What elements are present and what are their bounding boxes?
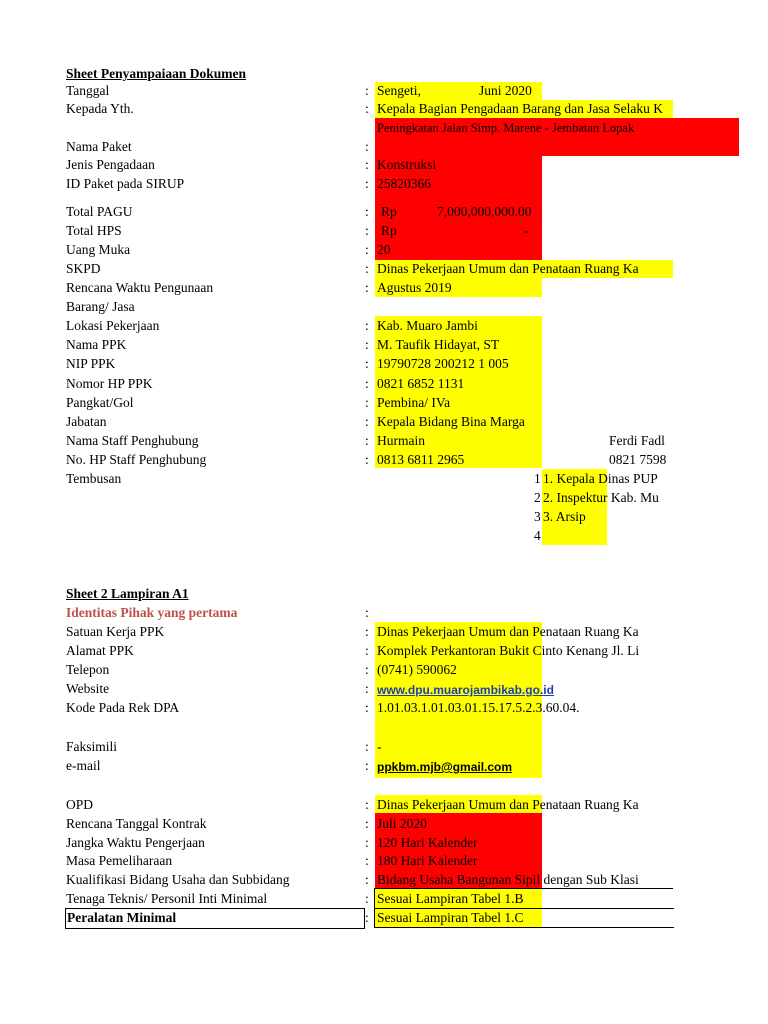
tembusan-number: 4 (534, 528, 541, 543)
value-kode-rek[interactable]: 1.01.03.1.01.03.01.15.17.5.2.3.60.04. (377, 700, 580, 715)
colon: : (365, 872, 369, 887)
colon: : (365, 223, 369, 238)
label-hp-staff: No. HP Staff Penghubung (66, 452, 207, 467)
tembusan-item[interactable]: 2. Inspektur Kab. Mu (543, 490, 659, 505)
label-uang-muka: Uang Muka (66, 242, 131, 257)
label-lokasi: Lokasi Pekerjaan (66, 318, 160, 333)
sheet1-heading: Sheet Penyampaiaan Dokumen (66, 66, 247, 81)
colon: : (365, 681, 369, 696)
label-tanggal: Tanggal (66, 83, 110, 98)
value-total-pagu-currency[interactable]: Rp (381, 204, 397, 219)
website-link[interactable]: www.dpu.muarojambikab.go.id (377, 683, 554, 697)
tembusan-number: 2 (534, 490, 541, 505)
label-nama-ppk: Nama PPK (66, 337, 127, 352)
value-faksimili[interactable]: - (377, 739, 382, 754)
colon: : (365, 101, 369, 116)
label-masa-pemeliharaan: Masa Pemeliharaan (66, 853, 173, 868)
colon: : (365, 853, 369, 868)
value-hp-staff[interactable]: 0813 6811 2965 (377, 452, 465, 467)
colon: : (365, 83, 369, 98)
label-alamat-ppk: Alamat PPK (66, 643, 134, 658)
colon: : (365, 356, 369, 371)
colon: : (365, 910, 369, 925)
value-kualifikasi[interactable]: Bidang Usaha Bangunan Sipil dengan Sub Klasi (377, 872, 639, 887)
colon: : (365, 414, 369, 429)
tembusan-number: 1 (534, 471, 541, 486)
value-tanggal-place[interactable]: Sengeti, (377, 83, 421, 98)
label-opd: OPD (66, 797, 94, 812)
value-telepon[interactable]: (0741) 590062 (377, 662, 457, 677)
label-barang-jasa: Barang/ Jasa (66, 299, 135, 314)
colon: : (365, 662, 369, 677)
label-jabatan: Jabatan (66, 414, 107, 429)
value-hp-staff-2[interactable]: 0821 7598 (609, 452, 667, 467)
value-hp-ppk[interactable]: 0821 6852 1131 (377, 376, 465, 391)
value-opd[interactable]: Dinas Pekerjaan Umum dan Penataan Ruang Ka (377, 797, 639, 812)
label-pangkat: Pangkat/Gol (66, 395, 134, 410)
colon: : (365, 605, 369, 620)
value-satuan-kerja[interactable]: Dinas Pekerjaan Umum dan Penataan Ruang Ka (377, 624, 639, 639)
value-tanggal-date[interactable]: Juni 2020 (479, 83, 532, 98)
colon: : (365, 261, 369, 276)
value-tenaga-teknis[interactable]: Sesuai Lampiran Tabel 1.B (377, 891, 524, 906)
colon: : (365, 816, 369, 831)
colon: : (365, 433, 369, 448)
label-staff-penghubung: Nama Staff Penghubung (66, 433, 199, 448)
colon: : (365, 176, 369, 191)
colon: : (365, 739, 369, 754)
label-rencana-waktu: Rencana Waktu Pengunaan (66, 280, 214, 295)
tembusan-item[interactable]: 1. Kepala Dinas PUP (543, 471, 658, 486)
value-total-hps-currency[interactable]: Rp (381, 223, 397, 238)
value-kepada[interactable]: Kepala Bagian Pengadaan Barang dan Jasa Selaku K (377, 101, 664, 116)
colon: : (365, 280, 369, 295)
label-jangka-waktu: Jangka Waktu Pengerjaan (66, 835, 205, 850)
label-kepada: Kepada Yth. (66, 101, 134, 116)
label-total-pagu: Total PAGU (66, 204, 133, 219)
label-nama-paket: Nama Paket (66, 139, 132, 154)
colon: : (365, 204, 369, 219)
value-id-paket[interactable]: 25820366 (377, 176, 431, 191)
label-tenaga-teknis: Tenaga Teknis/ Personil Inti Minimal (66, 891, 268, 906)
value-rencana-kontrak[interactable]: Juli 2020 (377, 816, 427, 831)
colon: : (365, 242, 369, 257)
label-tembusan: Tembusan (66, 471, 122, 486)
tembusan-item[interactable]: 3. Arsip (543, 509, 586, 524)
label-total-hps: Total HPS (66, 223, 122, 238)
value-masa-pemeliharaan[interactable]: 180 Hari Kalender (377, 853, 478, 868)
value-paket-name[interactable]: Peningkatan Jalan Simp. Marene - Jembatan Lopak (377, 121, 635, 135)
colon: : (365, 758, 369, 773)
value-skpd[interactable]: Dinas Pekerjaan Umum dan Penataan Ruang Ka (377, 261, 639, 276)
value-total-pagu-amount[interactable]: 7,000,000,000.00 (437, 204, 532, 219)
colon: : (365, 139, 369, 154)
value-peralatan[interactable]: Sesuai Lampiran Tabel 1.C (377, 910, 524, 925)
colon: : (365, 835, 369, 850)
value-jabatan[interactable]: Kepala Bidang Bina Marga (377, 414, 525, 429)
sheet2-heading: Sheet 2 Lampiran A1 (66, 586, 189, 601)
label-faksimili: Faksimili (66, 739, 118, 754)
colon: : (365, 157, 369, 172)
label-hp-ppk: Nomor HP PPK (66, 376, 153, 391)
label-nip-ppk: NIP PPK (66, 356, 116, 371)
label-website: Website (66, 681, 110, 696)
colon: : (365, 891, 369, 906)
colon: : (365, 337, 369, 352)
value-rencana-waktu[interactable]: Agustus 2019 (377, 280, 452, 295)
label-satuan-kerja: Satuan Kerja PPK (66, 624, 165, 639)
value-nip-ppk[interactable]: 19790728 200212 1 005 (377, 356, 509, 371)
label-kualifikasi: Kualifikasi Bidang Usaha dan Subbidang (66, 872, 290, 887)
colon: : (365, 395, 369, 410)
email-link[interactable]: ppkbm.mjb@gmail.com (377, 760, 513, 774)
value-staff-penghubung-2[interactable]: Ferdi Fadl (609, 433, 665, 448)
tembusan-number: 3 (534, 509, 541, 524)
value-jangka-waktu[interactable]: 120 Hari Kalender (377, 835, 478, 850)
label-email: e-mail (66, 758, 101, 773)
colon: : (365, 797, 369, 812)
label-telepon: Telepon (66, 662, 110, 677)
label-id-paket: ID Paket pada SIRUP (66, 176, 185, 191)
label-rencana-kontrak: Rencana Tanggal Kontrak (66, 816, 207, 831)
colon: : (365, 643, 369, 658)
colon: : (365, 624, 369, 639)
colon: : (365, 452, 369, 467)
colon: : (365, 318, 369, 333)
value-lokasi[interactable]: Kab. Muaro Jambi (377, 318, 478, 333)
value-alamat-ppk[interactable]: Komplek Perkantoran Bukit Cinto Kenang Jl. Li (377, 643, 640, 658)
label-jenis-pengadaan: Jenis Pengadaan (66, 157, 155, 172)
value-staff-penghubung[interactable]: Hurmain (377, 433, 425, 448)
value-total-hps-amount[interactable]: - (524, 223, 529, 238)
label-skpd: SKPD (66, 261, 101, 276)
colon: : (365, 700, 369, 715)
colon: : (365, 376, 369, 391)
label-peralatan: Peralatan Minimal (67, 910, 177, 925)
value-pangkat[interactable]: Pembina/ IVa (377, 395, 451, 410)
identity-label: Identitas Pihak yang pertama (66, 605, 238, 620)
label-kode-rek: Kode Pada Rek DPA (66, 700, 180, 715)
value-uang-muka[interactable]: 20 (377, 242, 391, 257)
value-jenis-pengadaan[interactable]: Konstruksi (377, 157, 437, 172)
value-nama-ppk[interactable]: M. Taufik Hidayat, ST (377, 337, 500, 352)
